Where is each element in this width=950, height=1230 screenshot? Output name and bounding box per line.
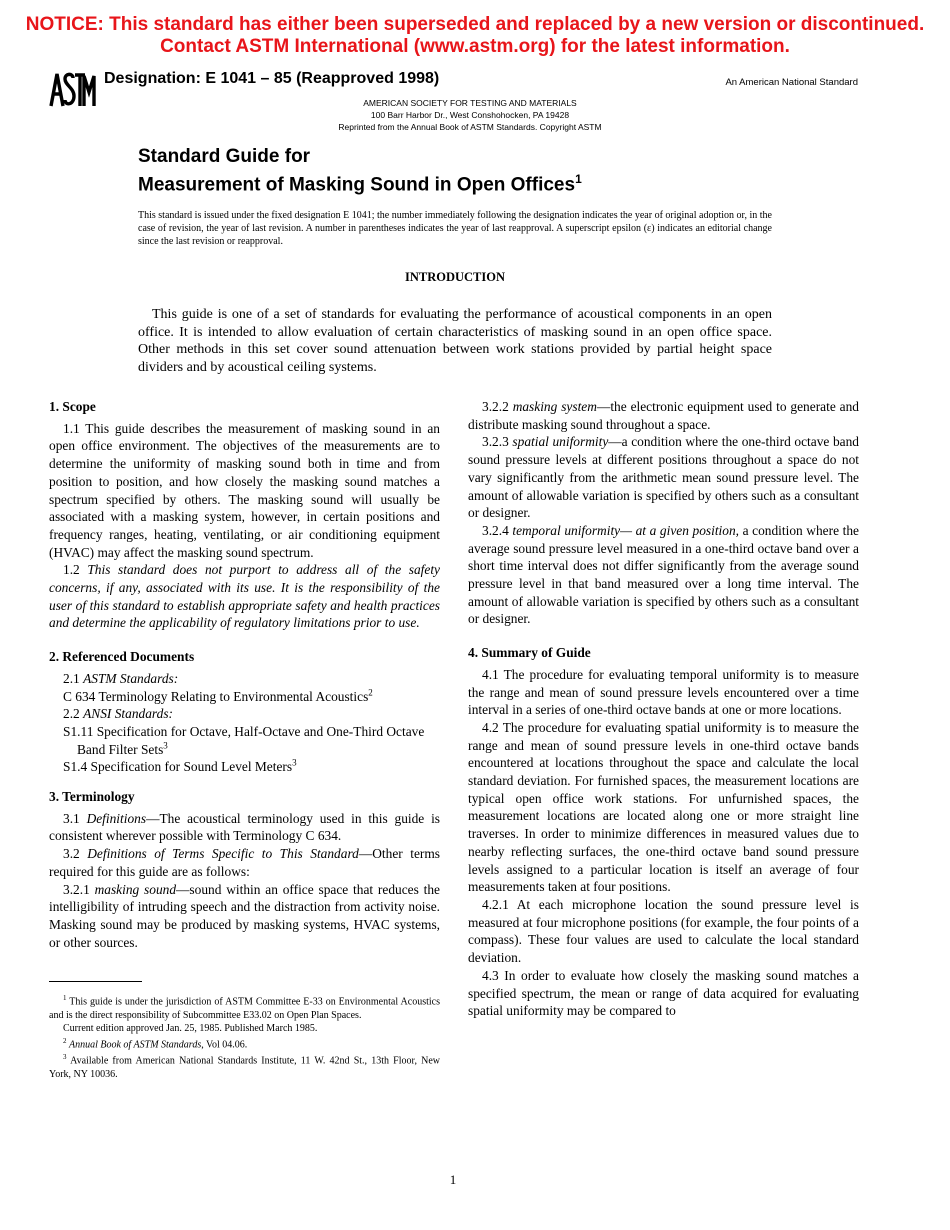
paragraph-3-2-4: 3.2.4 temporal uniformity— at a given position, a condition where the average sound pressure level measured in a one-third octave band over a short time interval does not differ significantly from the average sound pressure level in that band measured over a long time interval. The amount of allowable variation is specified by others such as a consultant or designer. <box>468 522 859 627</box>
paragraph-1-2 <box>49 561 440 632</box>
paragraph-1-2-text: This standard does not purport to address all of the safety concerns, if any, associated with its use. It is the responsibility of the user of this standard to establish appropriate safety and health practices and determine the applicability of regulatory limitations prior to use. <box>49 562 440 631</box>
reference-s1-11: S1.11 Specification for Octave, Half-Octave and One-Third Octave Band Filter Sets$^3$ <box>63 723 425 757</box>
document-title <box>138 146 582 196</box>
paragraph-1-2-num: 1.2 <box>63 562 88 578</box>
paragraph-4-2: 4.2 The procedure for evaluating spatial uniformity is to measure the range and mean of sound pressure levels in one-third octave bands encountered at locations throughout the space and calculate the local standard deviation. For furnished spaces, the measurement locations are typical open office work stations. For unfurnished spaces, the measurement locations are located along one or more straight line traverses. In order to minimize differences in measured values due to nearby reflecting surfaces, the one-third octave band sound pressure levels assigned to a particular location is itself an average of four measurements taken at four positions. <box>468 719 859 895</box>
footnote-2: $^2$ Annual Book of ASTM Standards, Vol 04.06. <box>63 1036 248 1051</box>
designation: Designation: E 1041 – 85 (Reapproved 1998) <box>104 70 440 87</box>
paragraph-3-2-2: 3.2.2 masking system—the electronic equipment used to generate and distribute masking sound throughout a space. <box>468 399 859 432</box>
publisher-block <box>290 97 650 133</box>
page-number: 1 <box>449 1172 457 1187</box>
introduction-heading: INTRODUCTION <box>404 270 505 284</box>
astm-standards-label: 2.1 ASTM Standards: <box>63 670 179 686</box>
notice-line-2: Contact ASTM International (www.astm.org) for the latest information. <box>160 36 790 57</box>
national-standard-label: An American National Standard <box>725 77 858 88</box>
title-footnote-ref: 1 <box>575 172 582 186</box>
footnote-3: $^3$ Available from American National Standards Institute, 11 W. 42nd St., 13th Floor, New York, NY 10036. <box>49 1053 440 1080</box>
footnote-1: $^1$ This guide is under the jurisdiction of ASTM Committee E-33 on Environmental Acoustics and is the direct responsibility of Subcommittee E33.02 on Open Plan Spaces. <box>49 994 440 1021</box>
right-column <box>468 398 859 1020</box>
title-line-1: Standard Guide for <box>138 146 311 167</box>
astm-logo-icon <box>48 70 96 110</box>
paragraph-3-2: 3.2 Definitions of Terms Specific to This Standard—Other terms required for this guide are as follows: <box>49 846 440 879</box>
paragraph-4-2-1: 4.2.1 At each microphone location the sound pressure level is measured at four microphone positions (for example, the four points of a compass). These four values are used to calculate the local standard deviation. <box>468 896 859 966</box>
section-heading-terminology: 3. Terminology <box>49 789 135 805</box>
paragraph-4-3: 4.3 In order to evaluate how closely the masking sound matches a specified spectrum, the mean or range of data acquired for evaluating spatial uniformity may be compared to <box>468 967 859 1019</box>
section-heading-referenced: 2. Referenced Documents <box>49 649 195 665</box>
title-line-2: Measurement of Masking Sound in Open Offices <box>138 174 576 196</box>
paragraph-3-2-1: 3.2.1 masking sound—sound within an office space that reduces the intelligibility of intruding speech and the distraction from activity noise. Masking sound may be produced by masking systems, HVAC systems, or other sources. <box>49 881 440 950</box>
footnote-edition: Current edition approved Jan. 25, 1985. Published March 1985. <box>63 1022 318 1034</box>
section-heading-scope: 1. Scope <box>49 399 96 414</box>
introduction-text: This guide is one of a set of standards for evaluating the performance of acoustical components in an open office. It is intended to allow evaluation of certain characteristics of masking sound in an open office space. Other methods in this set cover sound attenuation between work stations provided by partial height space dividers and by acoustical ceiling systems. <box>138 307 772 375</box>
footnotes <box>49 992 440 1081</box>
issue-note: This standard is issued under the fixed designation E 1041; the number immediately following the designation indicates the year of original adoption or, in the case of revision, the year of last revision. A number in parentheses indicates the year of last reapproval. A superscript epsilon (ε) indicates an editorial change since the last revision or reapproval. <box>138 210 772 247</box>
paragraph-3-2-3: 3.2.3 spatial uniformity—a condition where the one-third octave band sound pressure levels at different positions throughout a space do not vary significantly from the arithmetic mean sound pressure level. The amount of allowable variation is specified by others such as a consultant or designer. <box>468 434 859 521</box>
footnote-divider <box>49 981 142 982</box>
left-column <box>49 398 440 951</box>
paragraph-1-1: 1.1 This guide describes the measurement of masking sound in an open office environment. The objectives of the measurements are to determine the uniformity of masking sound both in time and from position to position, and how closely the masking sound matches a spectrum specified by others. The masking sound will usually be associated with a masking system, however, in certain positions and frequency ranges, heating, ventilating, or air conditioning equipment (HVAC) may affect the masking sound spectrum. <box>49 420 440 560</box>
reference-c634: C 634 Terminology Relating to Environmental Acoustics$^2$ <box>63 687 373 704</box>
publisher-address: 100 Barr Harbor Dr., West Conshohocken, PA 19428 <box>370 110 570 120</box>
reference-s1-4: S1.4 Specification for Sound Level Meters$^3$ <box>63 757 297 775</box>
publisher-name: AMERICAN SOCIETY FOR TESTING AND MATERIALS <box>363 98 577 108</box>
ansi-standards-label: 2.2 ANSI Standards: <box>63 706 173 722</box>
paragraph-4-1: 4.1 The procedure for evaluating temporal uniformity is to measure the range and mean of sound pressure levels encountered over a time interval in a series of one-third octave bands at one or more locations. <box>468 666 859 718</box>
reprint-note: Reprinted from the Annual Book of ASTM Standards. Copyright ASTM <box>338 122 602 132</box>
supersede-notice <box>0 14 950 58</box>
paragraph-3-1: 3.1 Definitions—The acoustical terminology used in this guide is consistent wherever possible with Terminology C 634. <box>49 810 440 844</box>
section-heading-summary: 4. Summary of Guide <box>468 645 591 661</box>
notice-line-1: NOTICE: This standard has either been superseded and replaced by a new version or discontinued. <box>25 14 925 35</box>
